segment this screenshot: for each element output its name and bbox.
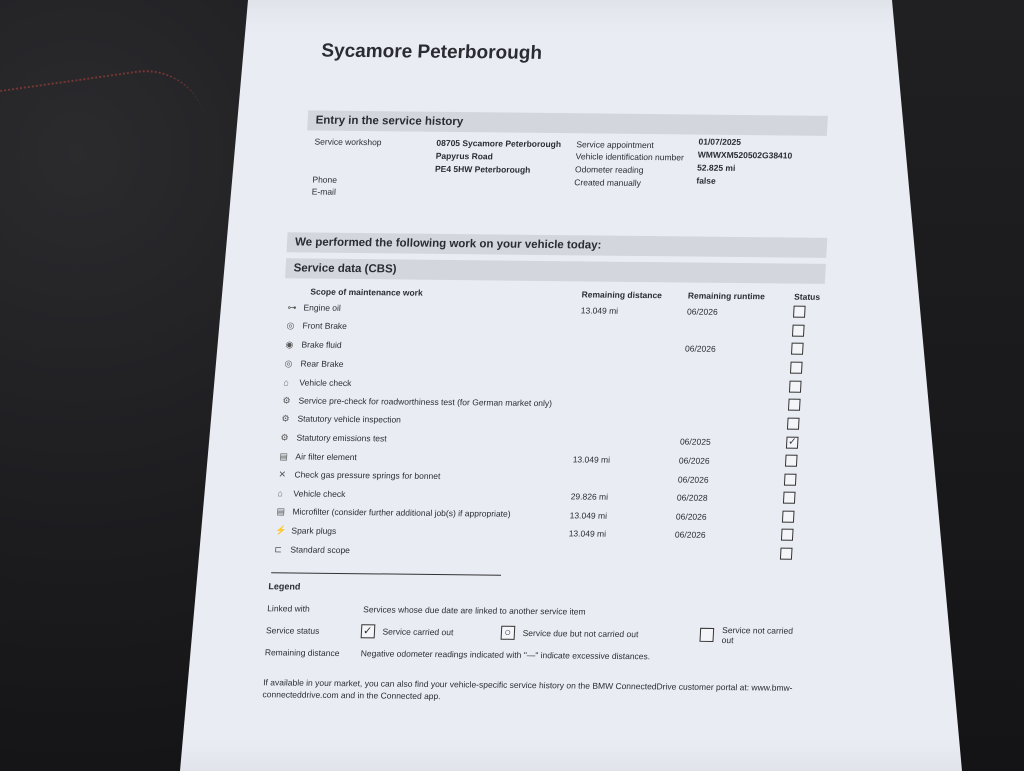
legend-remaining-row [264, 642, 805, 670]
status-cell [788, 322, 823, 341]
remaining-distance [570, 413, 677, 433]
created-manually-label: Created manually [574, 177, 642, 188]
legend-divider [271, 573, 501, 576]
status-cell [781, 452, 816, 471]
status-checkbox [782, 510, 795, 522]
work-performed-section [262, 232, 827, 707]
status-checkbox [785, 455, 798, 467]
service-table-body [270, 298, 824, 564]
appointment-label: Service appointment [576, 139, 655, 151]
brake-fluid-icon: ◉ [285, 339, 294, 350]
remaining-distance [569, 432, 676, 452]
status-cell [785, 378, 820, 397]
status-cell [786, 359, 821, 378]
remaining-runtime: 06/2026 [678, 455, 710, 466]
remaining-distance [563, 543, 670, 563]
email-label: E-mail [311, 186, 337, 197]
tools-icon: ✕ [278, 469, 287, 480]
remaining-distance [574, 339, 681, 359]
front-brake-icon: ◎ [286, 320, 295, 331]
checkmark-icon: ✓ [360, 625, 375, 639]
legend-status-label: Service status [265, 625, 320, 637]
circle-box-icon: ○ [500, 626, 515, 640]
legend-title: Legend [268, 581, 301, 592]
column-scope: Scope of maintenance work [310, 286, 424, 298]
odometer-value: 52.825 mi [696, 162, 736, 173]
service-name: Service pre-check for roadworthiness test (for German market only) [298, 395, 553, 408]
remaining-distance: 13.049 mi [580, 305, 619, 317]
spark-plug-icon: ⚡ [275, 525, 287, 536]
appointment-value: 01/07/2025 [698, 136, 742, 147]
cbs-heading: Service data (CBS) [285, 258, 826, 284]
status-cell [778, 508, 813, 527]
created-manually-value: false [696, 175, 717, 186]
workshop-label: Service workshop [314, 136, 382, 148]
status-checkbox [791, 343, 804, 355]
column-runtime: Remaining runtime [687, 290, 766, 302]
status-checkbox [781, 529, 794, 541]
footer-note: If available in your market, you can also find your vehicle-specific service history on the BMW ConnectedDrive customer portal at: www.bmw-connecteddrive.com and in the Connected app. [262, 677, 793, 702]
status-checkbox [788, 399, 801, 411]
service-item [270, 540, 564, 562]
service-name: Rear Brake [300, 358, 344, 369]
odometer-label: Odometer reading [574, 164, 644, 175]
service-name: Spark plugs [291, 525, 337, 536]
status-checkbox [789, 380, 802, 392]
status-cell [789, 304, 824, 323]
status-cell [787, 341, 822, 360]
remaining-runtime [677, 395, 784, 415]
service-name: Brake fluid [301, 339, 342, 350]
remaining-runtime: 06/2028 [676, 492, 708, 504]
rear-brake-icon: ◎ [284, 357, 293, 368]
status-cell [784, 397, 819, 416]
remaining-runtime: 06/2026 [677, 474, 709, 485]
status-checkbox [784, 473, 797, 485]
vehicle-inspection-icon: ⚙ [281, 413, 290, 424]
remaining-runtime [669, 544, 776, 564]
entry-details [302, 136, 826, 221]
service-name: Vehicle check [299, 377, 352, 388]
service-name: Standard scope [290, 543, 351, 555]
phone-label: Phone [312, 174, 338, 185]
service-name: Microfilter (consider further additional job(s) if appropriate) [292, 506, 511, 520]
remaining-distance [567, 469, 674, 489]
status-checked-checkbox: ✓ [787, 437, 797, 449]
work-heading: We performed the following work on your vehicle today: [287, 232, 828, 258]
service-name: Front Brake [302, 320, 348, 332]
remaining-runtime: 06/2025 [679, 436, 711, 448]
legend-due-not-carried: Service due but not carried out [522, 628, 639, 640]
remaining-distance [575, 320, 682, 340]
entry-heading: Entry in the service history [307, 110, 828, 135]
empty-box-icon [700, 628, 715, 642]
service-table [270, 284, 825, 564]
legend-carried-out: Service carried out [382, 626, 454, 638]
status-checkbox [787, 417, 800, 429]
vehicle-check-icon: ⌂ [277, 488, 284, 499]
status-cell [782, 434, 817, 453]
legend [264, 582, 808, 670]
workshop-line-3: PE4 5HW Peterborough [434, 163, 531, 175]
microfilter-icon: ▤ [276, 506, 286, 517]
status-cell [779, 490, 814, 509]
remaining-runtime [682, 321, 789, 341]
air-filter-icon: ▤ [279, 450, 289, 461]
remaining-distance: 13.049 mi [568, 528, 607, 540]
legend-linked-label: Linked with [266, 603, 311, 615]
status-checkbox [793, 306, 806, 318]
status-cell [777, 527, 812, 546]
service-name: Vehicle check [293, 488, 346, 500]
remaining-runtime [676, 414, 783, 434]
remaining-runtime: 06/2026 [674, 529, 706, 541]
remaining-distance [573, 357, 680, 377]
column-distance: Remaining distance [581, 289, 663, 301]
service-name: Statutory vehicle inspection [297, 413, 402, 425]
service-name: Air filter element [295, 451, 358, 462]
remaining-distance [571, 394, 678, 414]
remaining-runtime: 06/2026 [684, 343, 716, 355]
status-checkbox [790, 362, 803, 374]
vin-label: Vehicle identification number [575, 151, 685, 163]
service-name: Check gas pressure springs for bonnet [294, 469, 441, 482]
remaining-runtime: 06/2026 [675, 511, 707, 522]
document-title: Sycamore Peterborough [320, 40, 543, 64]
status-cell [780, 471, 815, 490]
engine-oil-icon: ⊶ [287, 302, 297, 313]
remaining-runtime: 06/2026 [686, 306, 719, 318]
status-checkbox [792, 325, 805, 337]
car-icon: ⊏ [274, 543, 283, 554]
status-checkbox [783, 492, 796, 504]
vehicle-check-icon: ⌂ [283, 376, 290, 388]
remaining-runtime [678, 377, 785, 397]
remaining-distance: 29.826 mi [570, 491, 609, 503]
status-cell [783, 415, 818, 434]
legend-remaining-text: Negative odometer readings indicated with "—" indicate excessive distances. [360, 648, 651, 662]
remaining-distance [572, 376, 679, 396]
legend-remaining-label: Remaining distance [264, 647, 340, 659]
remaining-runtime [679, 358, 786, 378]
legend-linked-text: Services whose due date are linked to another service item [362, 604, 586, 617]
status-cell [776, 545, 811, 564]
status-checkbox [780, 548, 793, 560]
service-name: Engine oil [303, 302, 342, 313]
legend-not-carried: Service not carried out [721, 625, 794, 646]
workshop-line-2: Papyrus Road [435, 150, 494, 162]
service-precheck-icon: ⚙ [282, 395, 291, 406]
workshop-line-1: 08705 Sycamore Peterborough [436, 137, 562, 150]
service-name: Statutory emissions test [296, 432, 387, 444]
service-history-entry [302, 110, 827, 221]
emissions-test-icon: ⚙ [280, 432, 289, 443]
remaining-distance: 13.049 mi [569, 510, 608, 521]
vin-value: WMWXM520502G38410 [697, 149, 793, 161]
column-status: Status [793, 291, 821, 302]
remaining-distance: 13.049 mi [572, 454, 611, 465]
